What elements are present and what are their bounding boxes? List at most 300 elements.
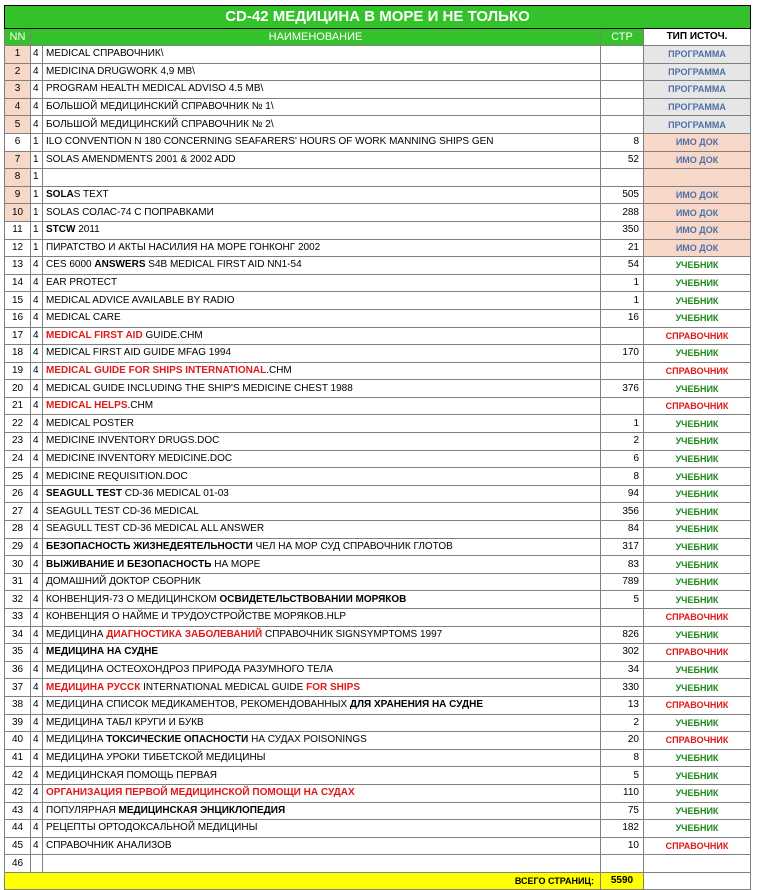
row-pages: 2 [601, 714, 644, 732]
row-title-part: MEDICAL GUIDE INCLUDING THE SHIP'S MEDICINE CHEST 1988 [46, 382, 353, 394]
row-section: 4 [31, 732, 43, 750]
row-source-type: УЧЕБНИК [644, 802, 751, 820]
table-row [5, 749, 751, 767]
row-title-part: МЕДИЦИНА РУССК [46, 681, 141, 693]
row-number: 36 [5, 661, 31, 679]
row-pages: 52 [601, 151, 644, 169]
row-section: 4 [31, 573, 43, 591]
row-section: 1 [31, 186, 43, 204]
row-pages: 317 [601, 538, 644, 556]
row-pages: 1 [601, 415, 644, 433]
row-title [43, 609, 601, 627]
row-section: 4 [31, 626, 43, 644]
row-title-part: INTERNATIONAL MEDICAL GUIDE [140, 681, 307, 693]
table-row [5, 98, 751, 116]
row-title-part: ПОПУЛЯРНАЯ [46, 804, 119, 816]
row-number: 25 [5, 468, 31, 486]
row-title-part: ТОКСИЧЕСКИЕ ОПАСНОСТИ [106, 734, 249, 746]
row-title-part: MEDICINE INVENTORY DRUGS.DOC [46, 435, 220, 447]
row-pages: 288 [601, 204, 644, 222]
row-title [43, 538, 601, 556]
row-number: 42 [5, 784, 31, 802]
row-number: 32 [5, 591, 31, 609]
row-section: 4 [31, 644, 43, 662]
row-title-part: MEDICAL FIRST AID [46, 329, 143, 341]
row-title [43, 749, 601, 767]
row-section: 4 [31, 679, 43, 697]
row-title [43, 573, 601, 591]
row-title-part: НА МОРЕ [211, 558, 261, 570]
row-section: 4 [31, 397, 43, 415]
row-pages [601, 397, 644, 415]
total-pages: 5590 [601, 872, 644, 889]
row-pages: 75 [601, 802, 644, 820]
row-source-type: УЧЕБНИК [644, 661, 751, 679]
table-row [5, 450, 751, 468]
row-title-part: MEDICAL FIRST AID GUIDE MFAG 1994 [46, 347, 232, 359]
row-section: 4 [31, 46, 43, 64]
table-row [5, 837, 751, 855]
row-title-part: БОЛЬШОЙ МЕДИЦИНСКИЙ СПРАВОЧНИК № 2\ [46, 118, 274, 130]
table-row [5, 81, 751, 99]
row-pages: 83 [601, 556, 644, 574]
row-pages: 34 [601, 661, 644, 679]
table-row [5, 380, 751, 398]
row-source-type: СПРАВОЧНИК [644, 327, 751, 345]
row-pages [601, 327, 644, 345]
row-title [43, 468, 601, 486]
row-section: 4 [31, 292, 43, 310]
row-title-part: CES 6000 [46, 259, 95, 271]
header-pages: СТР [601, 29, 644, 46]
row-title [43, 521, 601, 539]
table-row [5, 63, 751, 81]
row-title [43, 415, 601, 433]
row-title-part: MEDICINE INVENTORY MEDICINE.DOC [46, 452, 233, 464]
row-number: 7 [5, 151, 31, 169]
row-section: 1 [31, 221, 43, 239]
row-source-type: ИМО ДОК [644, 151, 751, 169]
row-section: 4 [31, 274, 43, 292]
row-title [43, 169, 601, 187]
row-source-type: ПРОГРАММА [644, 63, 751, 81]
table-row [5, 591, 751, 609]
row-title-part: GUIDE.CHM [142, 329, 203, 341]
row-source-type: УЧЕБНИК [644, 292, 751, 310]
row-number: 23 [5, 433, 31, 451]
row-pages: 789 [601, 573, 644, 591]
row-title [43, 433, 601, 451]
row-title [43, 380, 601, 398]
row-source-type: ПРОГРАММА [644, 116, 751, 134]
row-title-part: ДИАГНОСТИКА ЗАБОЛЕВАНИЙ [106, 628, 263, 640]
row-title [43, 679, 601, 697]
row-number: 9 [5, 186, 31, 204]
row-number: 31 [5, 573, 31, 591]
row-section: 4 [31, 661, 43, 679]
row-pages: 170 [601, 345, 644, 363]
table-row [5, 221, 751, 239]
row-number: 43 [5, 802, 31, 820]
row-title-part: MEDICINE REQUISITION.DOC [46, 470, 188, 482]
row-source-type: УЧЕБНИК [644, 626, 751, 644]
row-title [43, 133, 601, 151]
row-title-part: FOR SHIPS [306, 681, 361, 693]
row-number: 45 [5, 837, 31, 855]
row-title [43, 274, 601, 292]
row-number: 46 [5, 855, 31, 873]
row-source-type: УЧЕБНИК [644, 503, 751, 521]
row-section: 4 [31, 784, 43, 802]
row-source-type: ИМО ДОК [644, 239, 751, 257]
row-title-part: MEDICAL GUIDE FOR SHIPS INTERNATIONAL [46, 364, 267, 376]
row-pages: 8 [601, 468, 644, 486]
row-source-type: УЧЕБНИК [644, 257, 751, 275]
row-section: 4 [31, 556, 43, 574]
row-section: 1 [31, 239, 43, 257]
table-row [5, 133, 751, 151]
row-number: 2 [5, 63, 31, 81]
row-title [43, 696, 601, 714]
row-source-type: УЧЕБНИК [644, 767, 751, 785]
row-pages: 182 [601, 820, 644, 838]
row-title-part: MEDICAL ADVICE AVAILABLE BY RADIO [46, 294, 235, 306]
row-title-part: ДОМАШНИЙ ДОКТОР СБОРНИК [46, 576, 201, 588]
row-pages: 356 [601, 503, 644, 521]
row-pages: 826 [601, 626, 644, 644]
row-title-part: НА СУДАХ POISONINGS [248, 734, 367, 746]
row-source-type: УЧЕБНИК [644, 556, 751, 574]
row-number: 24 [5, 450, 31, 468]
table-row [5, 556, 751, 574]
row-title-part: MEDICAL POSTER [46, 417, 134, 429]
table-row [5, 696, 751, 714]
row-title [43, 81, 601, 99]
row-title [43, 855, 601, 873]
row-title-part: МЕДИЦИНА НА СУДНЕ [46, 646, 159, 658]
row-source-type: ИМО ДОК [644, 186, 751, 204]
row-section: 4 [31, 257, 43, 275]
row-pages [601, 98, 644, 116]
row-section: 4 [31, 327, 43, 345]
row-title-part: СПРАВОЧНИК SIGNSYMPTOMS 1997 [262, 628, 443, 640]
table-row [5, 204, 751, 222]
row-pages: 5 [601, 767, 644, 785]
row-title-part: MEDICAL CARE [46, 312, 121, 324]
row-title [43, 784, 601, 802]
row-pages: 16 [601, 309, 644, 327]
row-title [43, 98, 601, 116]
row-section: 4 [31, 380, 43, 398]
row-pages: 8 [601, 749, 644, 767]
row-title-part: ВЫЖИВАНИЕ И БЕЗОПАСНОСТЬ [46, 558, 212, 570]
row-title [43, 644, 601, 662]
row-title [43, 837, 601, 855]
row-title [43, 151, 601, 169]
row-section: 4 [31, 749, 43, 767]
row-section: 4 [31, 98, 43, 116]
row-source-type: УЧЕБНИК [644, 573, 751, 591]
table-row [5, 292, 751, 310]
header-row [5, 29, 751, 46]
row-title-part: SOLAS AMENDMENTS 2001 & 2002 ADD [46, 153, 236, 165]
row-pages: 84 [601, 521, 644, 539]
row-title-part: MEDICINA DRUGWORK 4,9 MB\ [46, 65, 195, 77]
table-row [5, 767, 751, 785]
row-source-type [644, 855, 751, 873]
row-source-type: СПРАВОЧНИК [644, 837, 751, 855]
row-pages [601, 362, 644, 380]
table-row [5, 116, 751, 134]
row-source-type: УЧЕБНИК [644, 450, 751, 468]
row-title [43, 186, 601, 204]
row-title-part: МЕДИЦИНА [46, 628, 107, 640]
row-section: 1 [31, 204, 43, 222]
row-number: 41 [5, 749, 31, 767]
row-title [43, 802, 601, 820]
row-title [43, 450, 601, 468]
row-title-part: МЕДИЦИНСКАЯ ПОМОЩЬ ПЕРВАЯ [46, 769, 218, 781]
row-section: 4 [31, 362, 43, 380]
row-pages: 10 [601, 837, 644, 855]
row-source-type: УЧЕБНИК [644, 714, 751, 732]
sheet-title: CD-42 МЕДИЦИНА В МОРЕ И НЕ ТОЛЬКО [5, 6, 751, 29]
row-section: 4 [31, 609, 43, 627]
row-number: 1 [5, 46, 31, 64]
row-number: 18 [5, 345, 31, 363]
row-pages: 8 [601, 133, 644, 151]
row-section: 4 [31, 450, 43, 468]
row-pages [601, 169, 644, 187]
row-section: 4 [31, 63, 43, 81]
row-pages: 94 [601, 485, 644, 503]
row-title [43, 292, 601, 310]
row-title [43, 732, 601, 750]
table-row [5, 186, 751, 204]
row-pages: 1 [601, 274, 644, 292]
row-title-part: S TEXT [73, 189, 109, 201]
row-title [43, 485, 601, 503]
row-source-type: СПРАВОЧНИК [644, 696, 751, 714]
row-title-part: ЧЕЛ НА МОР СУД СПРАВОЧНИК ГЛОТОВ [252, 540, 453, 552]
row-pages: 13 [601, 696, 644, 714]
table-row [5, 784, 751, 802]
row-number: 16 [5, 309, 31, 327]
table-row [5, 468, 751, 486]
row-section: 4 [31, 591, 43, 609]
row-title-part: MEDICAL HELPS [46, 400, 128, 412]
table-row [5, 151, 751, 169]
table-row [5, 820, 751, 838]
table-row [5, 257, 751, 275]
table-row [5, 239, 751, 257]
row-section: 4 [31, 433, 43, 451]
row-number: 40 [5, 732, 31, 750]
row-title-part: .CHM [127, 400, 154, 412]
table-row [5, 538, 751, 556]
row-number: 6 [5, 133, 31, 151]
row-number: 33 [5, 609, 31, 627]
table-row [5, 415, 751, 433]
row-title [43, 556, 601, 574]
row-number: 26 [5, 485, 31, 503]
row-pages [601, 46, 644, 64]
row-section: 1 [31, 169, 43, 187]
row-pages: 505 [601, 186, 644, 204]
row-pages: 110 [601, 784, 644, 802]
catalog-table [4, 5, 751, 890]
row-title [43, 204, 601, 222]
row-number: 37 [5, 679, 31, 697]
row-title [43, 503, 601, 521]
row-source-type: СПРАВОЧНИК [644, 397, 751, 415]
row-pages: 54 [601, 257, 644, 275]
row-source-type: УЧЕБНИК [644, 274, 751, 292]
row-source-type: УЧЕБНИК [644, 820, 751, 838]
row-pages: 330 [601, 679, 644, 697]
row-source-type: УЧЕБНИК [644, 415, 751, 433]
row-number: 19 [5, 362, 31, 380]
table-row [5, 573, 751, 591]
row-title [43, 626, 601, 644]
row-number: 35 [5, 644, 31, 662]
row-title-part: .CHM [266, 364, 292, 376]
row-section: 4 [31, 767, 43, 785]
table-row [5, 345, 751, 363]
table-row [5, 397, 751, 415]
row-number: 28 [5, 521, 31, 539]
table-row [5, 661, 751, 679]
row-pages [601, 116, 644, 134]
table-row [5, 169, 751, 187]
title-row [5, 6, 751, 29]
row-source-type: СПРАВОЧНИК [644, 362, 751, 380]
row-number: 15 [5, 292, 31, 310]
row-title-part: SEAGULL TEST CD-36 MEDICAL ALL ANSWER [46, 523, 265, 535]
row-section: 4 [31, 116, 43, 134]
row-source-type: ИМО ДОК [644, 133, 751, 151]
row-pages: 376 [601, 380, 644, 398]
row-title-part: 2011 [75, 224, 100, 236]
table-row [5, 626, 751, 644]
table-row [5, 503, 751, 521]
row-pages: 350 [601, 221, 644, 239]
row-number: 11 [5, 221, 31, 239]
row-pages: 1 [601, 292, 644, 310]
row-title [43, 239, 601, 257]
row-number: 30 [5, 556, 31, 574]
row-title-part: КОНВЕНЦИЯ-73 О МЕДИЦИНСКОМ [46, 593, 220, 605]
row-pages: 6 [601, 450, 644, 468]
row-number: 17 [5, 327, 31, 345]
row-source-type: УЧЕБНИК [644, 433, 751, 451]
row-number: 21 [5, 397, 31, 415]
row-section [31, 855, 43, 873]
row-section: 4 [31, 802, 43, 820]
row-source-type: СПРАВОЧНИК [644, 644, 751, 662]
row-pages: 302 [601, 644, 644, 662]
row-title [43, 257, 601, 275]
row-title-part: МЕДИЦИНА УРОКИ ТИБЕТСКОЙ МЕДИЦИНЫ [46, 752, 266, 764]
row-pages [601, 609, 644, 627]
table-row [5, 46, 751, 64]
row-title-part: БЕЗОПАСНОСТЬ ЖИЗНЕДЕЯТЕЛЬНОСТИ [46, 540, 253, 552]
row-pages [601, 855, 644, 873]
row-number: 4 [5, 98, 31, 116]
row-source-type: УЧЕБНИК [644, 679, 751, 697]
row-number: 38 [5, 696, 31, 714]
row-source-type: УЧЕБНИК [644, 309, 751, 327]
row-title [43, 820, 601, 838]
row-section: 4 [31, 837, 43, 855]
row-section: 4 [31, 415, 43, 433]
row-source-type: ИМО ДОК [644, 204, 751, 222]
row-section: 4 [31, 468, 43, 486]
row-title-part: РЕЦЕПТЫ ОРТОДОКСАЛЬНОЙ МЕДИЦИНЫ [46, 822, 258, 834]
row-number: 34 [5, 626, 31, 644]
table-row [5, 433, 751, 451]
row-number: 20 [5, 380, 31, 398]
row-title-part: STCW [46, 224, 76, 236]
row-section: 4 [31, 714, 43, 732]
row-source-type: УЧЕБНИК [644, 538, 751, 556]
row-title-part: ОРГАНИЗАЦИЯ ПЕРВОЙ МЕДИЦИНСКОЙ ПОМОЩИ НА СУДАХ [46, 787, 355, 799]
row-number: 3 [5, 81, 31, 99]
row-source-type: УЧЕБНИК [644, 345, 751, 363]
row-title-part: МЕДИЦИНА СПИСОК МЕДИКАМЕНТОВ, РЕКОМЕНДОВАННЫХ [46, 699, 350, 711]
table-row [5, 802, 751, 820]
table-row [5, 609, 751, 627]
header-type: ТИП ИСТОЧ. [644, 29, 751, 46]
row-pages: 20 [601, 732, 644, 750]
row-number: 5 [5, 116, 31, 134]
catalog-sheet [4, 5, 750, 890]
row-source-type: СПРАВОЧНИК [644, 732, 751, 750]
row-source-type: УЧЕБНИК [644, 784, 751, 802]
row-title-part: CD-36 MEDICAL 01-03 [121, 488, 229, 500]
row-source-type: УЧЕБНИК [644, 591, 751, 609]
row-title-part: МЕДИЦИНА ТАБЛ КРУГИ И БУКВ [46, 716, 204, 728]
row-title-part: МЕДИЦИНСКАЯ ЭНЦИКЛОПЕДИЯ [118, 804, 286, 816]
row-title [43, 46, 601, 64]
row-source-type: СПРАВОЧНИК [644, 609, 751, 627]
row-number: 27 [5, 503, 31, 521]
row-source-type [644, 169, 751, 187]
row-number: 29 [5, 538, 31, 556]
row-number: 22 [5, 415, 31, 433]
table-row [5, 732, 751, 750]
row-source-type: УЧЕБНИК [644, 485, 751, 503]
row-source-type: ПРОГРАММА [644, 81, 751, 99]
table-row [5, 855, 751, 873]
row-title [43, 591, 601, 609]
row-number: 13 [5, 257, 31, 275]
row-number: 44 [5, 820, 31, 838]
row-title [43, 362, 601, 380]
row-source-type: УЧЕБНИК [644, 521, 751, 539]
row-section: 4 [31, 820, 43, 838]
row-title [43, 397, 601, 415]
row-title-part: ПИРАТСТВО И АКТЫ НАСИЛИЯ НА МОРЕ ГОНКОНГ 2002 [46, 241, 321, 253]
row-pages: 5 [601, 591, 644, 609]
row-title-part: ILO CONVENTION N 180 CONCERNING SEAFARERS' HOURS OF WORK MANNING SHIPS GEN [46, 136, 494, 148]
row-source-type: ПРОГРАММА [644, 98, 751, 116]
table-row [5, 362, 751, 380]
row-section: 4 [31, 503, 43, 521]
row-title-part: ДЛЯ ХРАНЕНИЯ НА СУДНЕ [349, 699, 484, 711]
row-title-part: SEAGULL TEST CD-36 MEDICAL [46, 505, 199, 517]
row-title-part: КОНВЕНЦИЯ О НАЙМЕ И ТРУДОУСТРОЙСТВЕ МОРЯКОВ.HLP [46, 611, 347, 623]
